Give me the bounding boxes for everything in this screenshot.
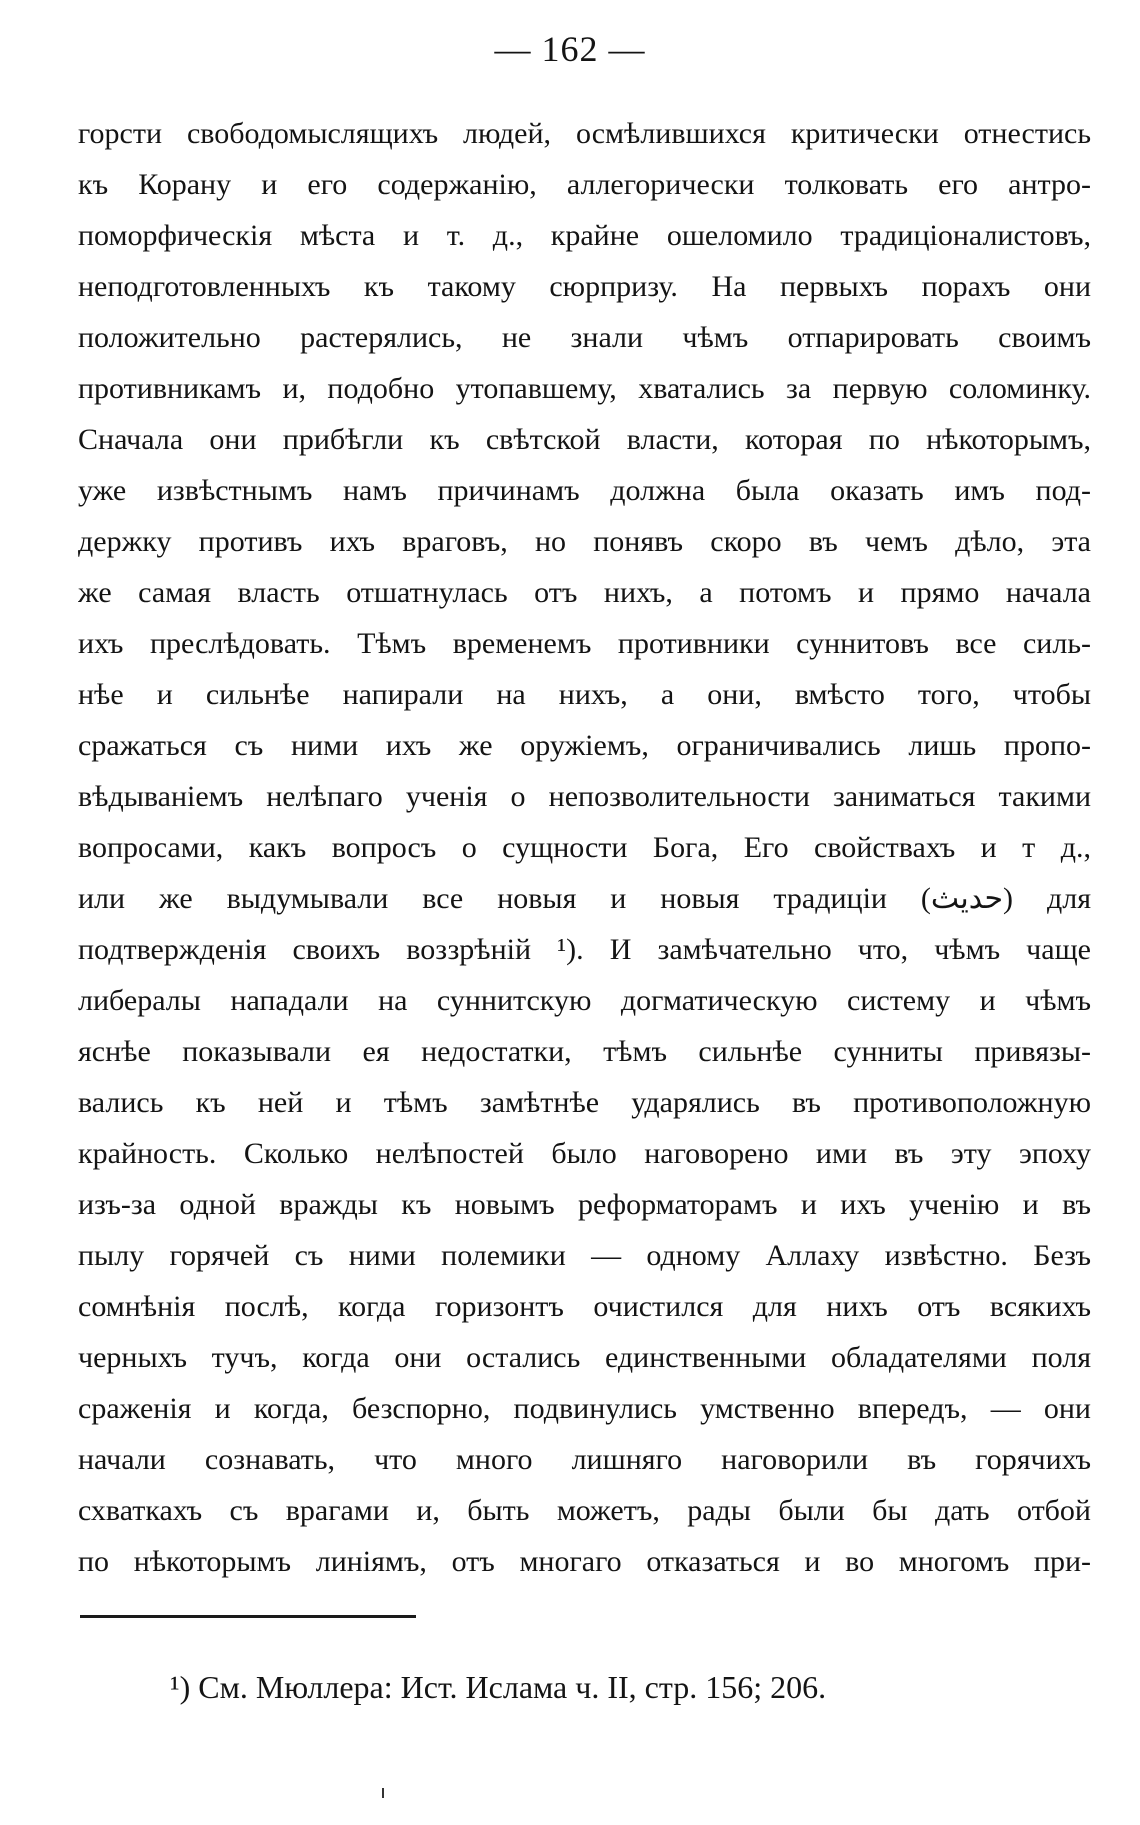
page-number: — 162 — (494, 29, 646, 69)
text-line-2: къ Корану и его содержанію, аллегорически толковать его антро- (78, 168, 1091, 201)
body-text (78, 108, 1091, 1587)
text-line-24: сомнѣнія послѣ, когда горизонтъ очистился для нихъ отъ всякихъ (78, 1290, 1091, 1323)
print-speck (382, 1788, 384, 1798)
text-line-5: положительно растерялись, не знали чѣмъ отпарировать своимъ (78, 321, 1091, 354)
text-line-10: же самая власть отшатнулась отъ нихъ, а потомъ и прямо начала (78, 576, 1091, 609)
text-line-14: вѣдываніемъ нелѣпаго ученія о непозволительности заниматься такими (78, 780, 1091, 813)
text-line-27: начали сознавать, что много лишняго наговорили въ горячихъ (78, 1443, 1091, 1476)
text-line-16: или же выдумывали все новыя и новыя традиціи (حديث) для (78, 882, 1091, 915)
text-line-1: горсти свободомыслящихъ людей, осмѣлившихся критически отнестись (78, 117, 1091, 150)
text-line-4: неподготовленныхъ къ такому сюрпризу. На первыхъ порахъ они (78, 270, 1091, 303)
text-line-21: крайность. Сколько нелѣпостей было наговорено ими въ эту эпоху (78, 1137, 1091, 1170)
text-line-29: по нѣкоторымъ линіямъ, отъ многаго отказаться и во многомъ при- (78, 1545, 1091, 1578)
text-line-11: ихъ преслѣдовать. Тѣмъ временемъ противники суннитовъ все силь- (78, 627, 1091, 660)
text-line-3: поморфическія мѣста и т. д., крайне ошеломило традиціоналистовъ, (78, 219, 1091, 252)
text-line-9: держку противъ ихъ враговъ, но понявъ скоро въ чемъ дѣло, эта (78, 525, 1091, 558)
text-line-22: изъ-за одной вражды къ новымъ реформаторамъ и ихъ ученію и въ (78, 1188, 1091, 1221)
text-line-28: схваткахъ съ врагами и, быть можетъ, рады были бы дать отбой (78, 1494, 1091, 1527)
text-line-17: подтвержденія своихъ воззрѣній ¹). И замѣчательно что, чѣмъ чаще (78, 933, 1091, 966)
text-line-19: яснѣе показывали ея недостатки, тѣмъ сильнѣе сунниты привязы- (78, 1035, 1091, 1068)
text-line-20: вались къ ней и тѣмъ замѣтнѣе ударялись въ противоположную (78, 1086, 1091, 1119)
text-line-8: уже извѣстнымъ намъ причинамъ должна была оказать имъ под- (78, 474, 1091, 507)
footnote-divider (80, 1615, 416, 1618)
text-line-13: сражаться съ ними ихъ же оружіемъ, ограничивались лишь пропо- (78, 729, 1091, 762)
text-line-26: сраженія и когда, безспорно, подвинулись умственно впередъ, — они (78, 1392, 1091, 1425)
text-line-23: пылу горячей съ ними полемики — одному Аллаху извѣстно. Безъ (78, 1239, 1091, 1272)
text-line-6: противникамъ и, подобно утопавшему, хватались за первую соломинку. (78, 372, 1091, 405)
text-line-12: нѣе и сильнѣе напирали на нихъ, а они, вмѣсто того, чтобы (78, 678, 1091, 711)
footnote: ¹) См. Мюллера: Ист. Ислама ч. II, стр. 156; 206. (170, 1669, 827, 1705)
text-line-25: черныхъ тучъ, когда они остались единственными обладателями поля (78, 1341, 1091, 1374)
text-line-18: либералы нападали на суннитскую догматическую систему и чѣмъ (78, 984, 1091, 1017)
text-line-15: вопросами, какъ вопросъ о сущности Бога, Его свойствахъ и т д., (78, 831, 1091, 864)
text-line-7: Сначала они прибѣгли къ свѣтской власти, которая по нѣкоторымъ, (78, 423, 1091, 456)
